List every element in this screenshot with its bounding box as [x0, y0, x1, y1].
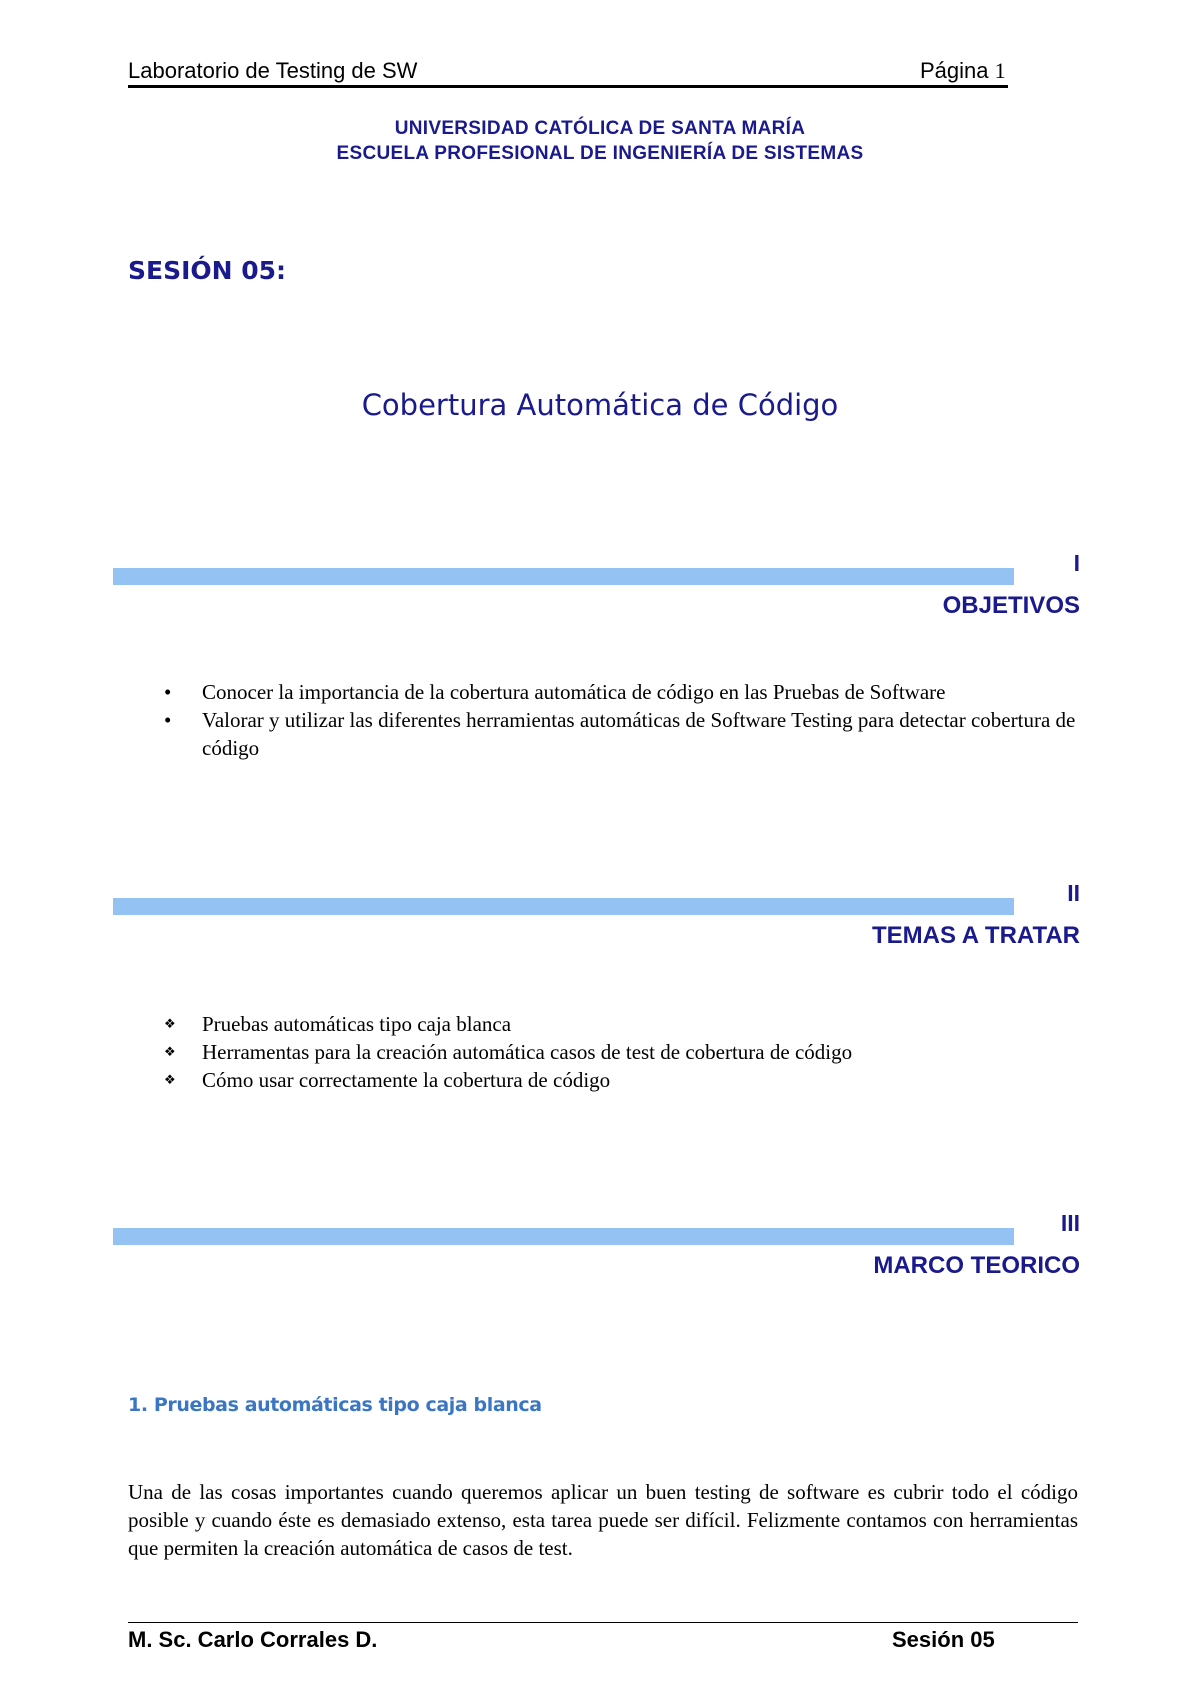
section-title-temas: TEMAS A TRATAR — [872, 922, 1080, 949]
section-number-objetivos: I — [1073, 550, 1080, 576]
header-rule — [128, 85, 1008, 88]
section-bar-objetivos — [113, 568, 1014, 585]
footer-rule — [128, 1622, 1078, 1623]
body-paragraph: Una de las cosas importantes cuando queremos aplicar un buen testing de software es cubrir todo el código posible y cuando éste es demasiado extenso, esta tarea puede ser difícil. Felizmente contamos con herramientas que permiten la creación automática de casos de test. — [128, 1480, 1078, 1560]
section-bar-temas — [113, 898, 1014, 915]
list-item: • Valorar y utilizar las diferentes herramientas automáticas de Software Testing para detectar cobertura de código — [164, 708, 1076, 760]
session-label: SESIÓN 05: — [128, 256, 287, 285]
document-title: Cobertura Automática de Código — [361, 388, 839, 422]
topics-list — [160, 1010, 1090, 1094]
footer-session: Sesión 05 — [892, 1627, 995, 1652]
footer-author: M. Sc. Carlo Corrales D. — [128, 1627, 378, 1652]
diamond-bullet-icon: ❖ — [164, 1044, 176, 1059]
university-name: UNIVERSIDAD CATÓLICA DE SANTA MARÍA — [394, 118, 806, 139]
diamond-bullet-icon: ❖ — [164, 1072, 176, 1087]
objectives-list — [160, 678, 1090, 762]
bullet-icon: • — [164, 680, 172, 704]
section-number-temas: II — [1067, 880, 1080, 906]
running-header-title: Laboratorio de Testing de SW — [128, 58, 418, 83]
school-name: ESCUELA PROFESIONAL DE INGENIERÍA DE SISTEMAS — [336, 143, 864, 164]
section-bar-marco — [113, 1228, 1014, 1245]
list-item: ❖ Herramentas para la creación automática casos de test de cobertura de código — [164, 1040, 853, 1064]
page-number: 1 — [994, 58, 1006, 83]
list-item: ❖ Cómo usar correctamente la cobertura de código — [164, 1068, 611, 1092]
list-item: • Conocer la importancia de la cobertura automática de código en las Pruebas de Software — [164, 680, 946, 704]
bullet-icon: • — [164, 708, 172, 732]
section-title-marco: MARCO TEORICO — [873, 1252, 1080, 1279]
subsection-heading: 1. Pruebas automáticas tipo caja blanca — [128, 1394, 542, 1416]
section-title-objetivos: OBJETIVOS — [942, 592, 1080, 619]
diamond-bullet-icon: ❖ — [164, 1016, 176, 1031]
page-indicator — [920, 58, 1006, 84]
section-number-marco: III — [1060, 1210, 1080, 1236]
page-label: Página — [920, 58, 989, 83]
list-item: ❖ Pruebas automáticas tipo caja blanca — [164, 1012, 512, 1036]
